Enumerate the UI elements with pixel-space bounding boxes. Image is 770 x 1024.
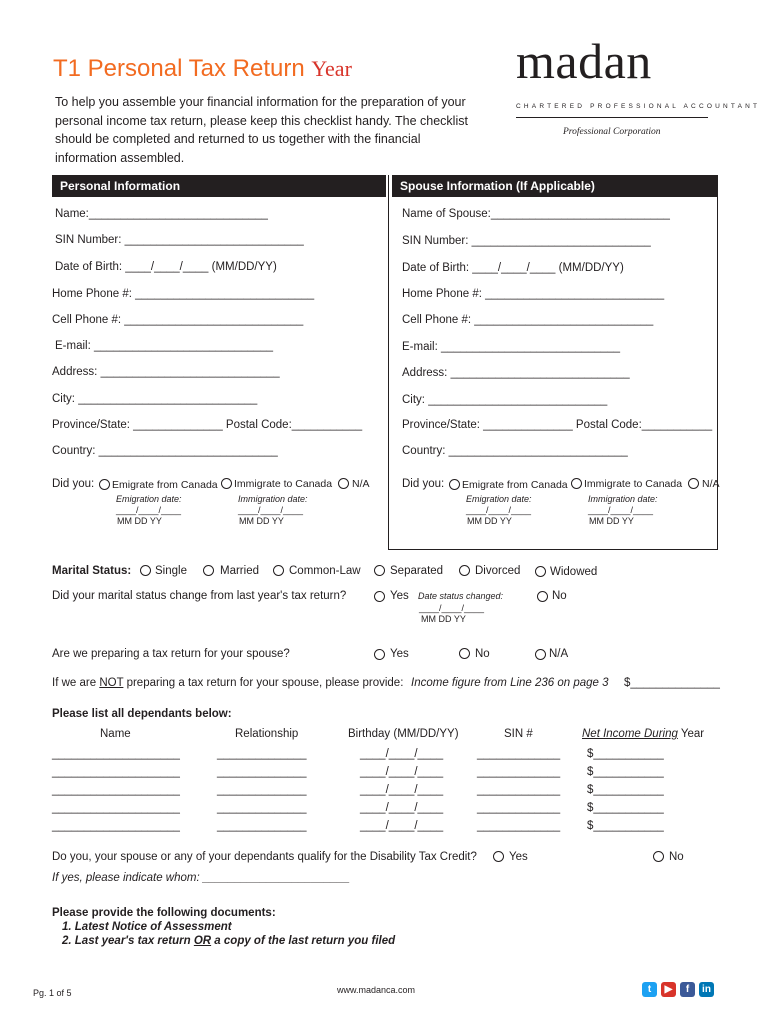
page-number: Pg. 1 of 5 bbox=[33, 988, 72, 998]
disability-yes-radio[interactable] bbox=[493, 851, 504, 862]
personal-immigrate-radio[interactable] bbox=[221, 478, 232, 489]
marital-divorced-label: Divorced bbox=[475, 565, 521, 577]
personal-email-field[interactable]: E-mail: ____________________________ bbox=[55, 340, 274, 352]
spouse-return-na-radio[interactable] bbox=[535, 649, 546, 660]
spouse-city-field[interactable]: City: ____________________________ bbox=[402, 394, 608, 406]
not-preparing-prefix: If we are bbox=[52, 677, 100, 689]
personal-home-phone-field[interactable]: Home Phone #: ____________________________ bbox=[52, 288, 315, 300]
spouse-info-header bbox=[392, 175, 718, 197]
documents-item-2-b: a copy of the last return you filed bbox=[211, 935, 396, 947]
dep-income-field[interactable]: $___________ bbox=[587, 820, 664, 832]
spouse-imm-date-blank[interactable]: ____/____/____ bbox=[588, 505, 654, 515]
dep-relationship-field[interactable]: ______________ bbox=[217, 766, 307, 778]
spouse-country-field[interactable]: Country: ____________________________ bbox=[402, 445, 628, 457]
marital-single-radio[interactable] bbox=[140, 565, 151, 576]
spouse-cell-phone-field[interactable]: Cell Phone #: ____________________________ bbox=[402, 314, 654, 326]
spouse-return-na-label: N/A bbox=[549, 648, 569, 660]
personal-country-field[interactable]: Country: ____________________________ bbox=[52, 445, 278, 457]
dep-sin-field[interactable]: _____________ bbox=[477, 820, 561, 832]
logo-subtitle: CHARTERED PROFESSIONAL ACCOUNTANT bbox=[516, 103, 761, 110]
spouse-return-yes-radio[interactable] bbox=[374, 649, 385, 660]
col-income-year: Year bbox=[680, 728, 705, 740]
dep-relationship-field[interactable]: ______________ bbox=[217, 748, 307, 760]
personal-sin-field[interactable]: SIN Number: ____________________________ bbox=[55, 234, 304, 246]
spouse-bottom-border bbox=[388, 549, 718, 550]
col-relationship-header: Relationship bbox=[235, 728, 299, 740]
spouse-heading: Spouse Information (If Applicable) bbox=[400, 179, 595, 193]
spouse-did-you-label: Did you: bbox=[402, 478, 445, 490]
intro-text: To help you assemble your financial information for the preparation of your personal income tax return, please keep this checklist handy. The checklist should be completed and returned to us together with the financial information assembled. bbox=[55, 95, 468, 165]
not-preparing-suffix: preparing a tax return for your spouse, please provide: bbox=[123, 677, 404, 689]
spouse-right-border bbox=[717, 175, 718, 549]
income-line-236-field[interactable]: $______________ bbox=[624, 677, 720, 689]
col-income-text: Net Income During bbox=[582, 728, 678, 740]
marital-common-law-radio[interactable] bbox=[273, 565, 284, 576]
marital-divorced-radio[interactable] bbox=[459, 565, 470, 576]
documents-item-2-or: OR bbox=[193, 935, 212, 947]
facebook-icon[interactable]: f bbox=[680, 982, 695, 997]
col-birthday-header: Birthday (MM/DD/YY) bbox=[348, 728, 459, 740]
spouse-dob-field[interactable]: Date of Birth: ____/____/____ (MM/DD/YY) bbox=[402, 262, 624, 274]
dep-birthday-field[interactable]: ____/____/____ bbox=[360, 802, 444, 814]
dep-relationship-field[interactable]: ______________ bbox=[217, 820, 307, 832]
personal-info-header bbox=[52, 175, 386, 197]
marital-change-yes-label: Yes bbox=[390, 590, 409, 602]
marital-married-radio[interactable] bbox=[203, 565, 214, 576]
website-link[interactable]: www.madanca.com bbox=[337, 985, 416, 995]
title-year: Year bbox=[311, 56, 352, 81]
dep-sin-field[interactable]: _____________ bbox=[477, 748, 561, 760]
dep-income-field[interactable]: $___________ bbox=[587, 766, 664, 778]
spouse-emig-date-label: Emigration date: bbox=[466, 494, 532, 504]
linkedin-icon[interactable]: in bbox=[699, 982, 714, 997]
personal-did-you-label: Did you: bbox=[52, 478, 95, 490]
dep-name-field[interactable]: ____________________ bbox=[52, 802, 180, 814]
dep-income-field[interactable]: $___________ bbox=[587, 748, 664, 760]
documents-item-1: 1. Latest Notice of Assessment bbox=[62, 921, 232, 933]
logo-madan: madan bbox=[516, 33, 652, 89]
dep-income-field[interactable]: $___________ bbox=[587, 784, 664, 796]
marital-status-label: Marital Status: bbox=[52, 565, 132, 577]
disability-no-radio[interactable] bbox=[653, 851, 664, 862]
dep-birthday-field[interactable]: ____/____/____ bbox=[360, 748, 444, 760]
disability-question: Do you, your spouse or any of your dependants qualify for the Disability Tax Credit? bbox=[52, 851, 477, 863]
personal-emig-date-blank[interactable]: ____/____/____ bbox=[116, 505, 182, 515]
personal-cell-phone-field[interactable]: Cell Phone #: ____________________________ bbox=[52, 314, 304, 326]
logo-corporation: Professional Corporation bbox=[563, 127, 661, 137]
personal-immigrate-label: Immigrate to Canada bbox=[234, 478, 333, 490]
spouse-return-question: Are we preparing a tax return for your spouse? bbox=[52, 648, 290, 660]
personal-province-field[interactable]: Province/State: ______________ Postal Code:___________ bbox=[52, 419, 363, 431]
marital-change-no-radio[interactable] bbox=[537, 591, 548, 602]
marital-married-label: Married bbox=[220, 565, 259, 577]
personal-address-field[interactable]: Address: ____________________________ bbox=[52, 366, 280, 378]
spouse-email-field[interactable]: E-mail: ____________________________ bbox=[402, 341, 621, 353]
spouse-immigrate-label: Immigrate to Canada bbox=[584, 478, 683, 490]
documents-item-2 bbox=[62, 935, 395, 947]
spouse-name-field[interactable]: Name of Spouse:____________________________ bbox=[402, 208, 670, 220]
spouse-return-no-radio[interactable] bbox=[459, 648, 470, 659]
personal-heading: Personal Information bbox=[60, 179, 181, 193]
dep-birthday-field[interactable]: ____/____/____ bbox=[360, 766, 444, 778]
marital-change-question: Did your marital status change from last year's tax return? bbox=[52, 590, 347, 602]
dep-relationship-field[interactable]: ______________ bbox=[217, 802, 307, 814]
spouse-emig-date-blank[interactable]: ____/____/____ bbox=[466, 505, 532, 515]
spouse-return-no-label: No bbox=[475, 648, 490, 660]
spouse-emigrate-label: Emigrate from Canada bbox=[462, 479, 568, 491]
spouse-immigrate-radio[interactable] bbox=[571, 478, 582, 489]
spouse-address-field[interactable]: Address: ____________________________ bbox=[402, 367, 630, 379]
dep-name-field[interactable]: ____________________ bbox=[52, 820, 180, 832]
col-income-header bbox=[582, 728, 704, 740]
documents-item-2-a: 2. Last year's tax return bbox=[62, 935, 194, 947]
dep-birthday-field[interactable]: ____/____/____ bbox=[360, 820, 444, 832]
date-status-changed-blank[interactable]: ____/____/____ bbox=[419, 603, 485, 613]
marital-widowed-radio[interactable] bbox=[535, 566, 546, 577]
dep-relationship-field[interactable]: ______________ bbox=[217, 784, 307, 796]
disability-yes-label: Yes bbox=[509, 851, 528, 863]
spouse-return-yes-label: Yes bbox=[390, 648, 409, 660]
personal-imm-date-format: MM DD YY bbox=[239, 516, 284, 526]
dependants-heading: Please list all dependants below: bbox=[52, 708, 232, 720]
personal-imm-date-label: Immigration date: bbox=[238, 494, 308, 504]
marital-separated-label: Separated bbox=[390, 565, 444, 577]
youtube-icon[interactable]: ▶ bbox=[661, 982, 676, 997]
dep-name-field[interactable]: ____________________ bbox=[52, 766, 180, 778]
spouse-home-phone-field[interactable]: Home Phone #: ____________________________ bbox=[402, 288, 665, 300]
page-title bbox=[53, 55, 352, 83]
disability-whom-field[interactable]: If yes, please indicate whom: _______________________ bbox=[52, 872, 350, 884]
personal-na-radio[interactable] bbox=[338, 478, 349, 489]
date-status-changed-label: Date status changed: bbox=[418, 591, 504, 601]
dep-sin-field[interactable]: _____________ bbox=[477, 766, 561, 778]
spouse-imm-date-format: MM DD YY bbox=[589, 516, 634, 526]
marital-change-yes-radio[interactable] bbox=[374, 591, 385, 602]
personal-imm-date-blank[interactable]: ____/____/____ bbox=[238, 505, 304, 515]
personal-na-label: N/A bbox=[352, 478, 370, 490]
spouse-na-label: N/A bbox=[702, 478, 720, 490]
marital-widowed-label: Widowed bbox=[550, 566, 598, 578]
spouse-imm-date-label: Immigration date: bbox=[588, 494, 658, 504]
spouse-emigrate-radio[interactable] bbox=[449, 479, 460, 490]
dep-income-field[interactable]: $___________ bbox=[587, 802, 664, 814]
spouse-province-field[interactable]: Province/State: ______________ Postal Code:___________ bbox=[402, 419, 713, 431]
personal-city-field[interactable]: City: ____________________________ bbox=[52, 393, 258, 405]
personal-dob-field[interactable]: Date of Birth: ____/____/____ (MM/DD/YY) bbox=[55, 261, 277, 273]
marital-single-label: Single bbox=[155, 565, 187, 577]
dep-birthday-field[interactable]: ____/____/____ bbox=[360, 784, 444, 796]
marital-change-no-label: No bbox=[552, 590, 567, 602]
marital-common-law-label: Common-Law bbox=[289, 565, 361, 577]
income-line-236-label: Income figure from Line 236 on page 3 bbox=[411, 677, 609, 689]
col-name-header: Name bbox=[100, 728, 131, 740]
spouse-sin-field[interactable]: SIN Number: ____________________________ bbox=[402, 235, 651, 247]
spouse-na-radio[interactable] bbox=[688, 478, 699, 489]
documents-heading: Please provide the following documents: bbox=[52, 907, 276, 919]
title-text: T1 Personal Tax Return bbox=[53, 55, 305, 82]
col-sin-header: SIN # bbox=[504, 728, 533, 740]
logo-rule bbox=[516, 117, 708, 118]
not-preparing-not: NOT bbox=[99, 677, 124, 689]
twitter-icon[interactable]: t bbox=[642, 982, 657, 997]
date-status-changed-format: MM DD YY bbox=[421, 614, 466, 624]
spouse-emig-date-format: MM DD YY bbox=[467, 516, 512, 526]
personal-emig-date-label: Emigration date: bbox=[116, 494, 182, 504]
dep-name-field[interactable]: ____________________ bbox=[52, 784, 180, 796]
personal-emigrate-label: Emigrate from Canada bbox=[112, 479, 218, 491]
not-preparing-text bbox=[52, 677, 403, 689]
dep-sin-field[interactable]: _____________ bbox=[477, 784, 561, 796]
disability-no-label: No bbox=[669, 851, 684, 863]
personal-emigrate-radio[interactable] bbox=[99, 479, 110, 490]
section-divider bbox=[388, 175, 389, 549]
personal-name-field[interactable]: Name:____________________________ bbox=[55, 208, 268, 220]
personal-emig-date-format: MM DD YY bbox=[117, 516, 162, 526]
marital-separated-radio[interactable] bbox=[374, 565, 385, 576]
dep-sin-field[interactable]: _____________ bbox=[477, 802, 561, 814]
dep-name-field[interactable]: ____________________ bbox=[52, 748, 180, 760]
